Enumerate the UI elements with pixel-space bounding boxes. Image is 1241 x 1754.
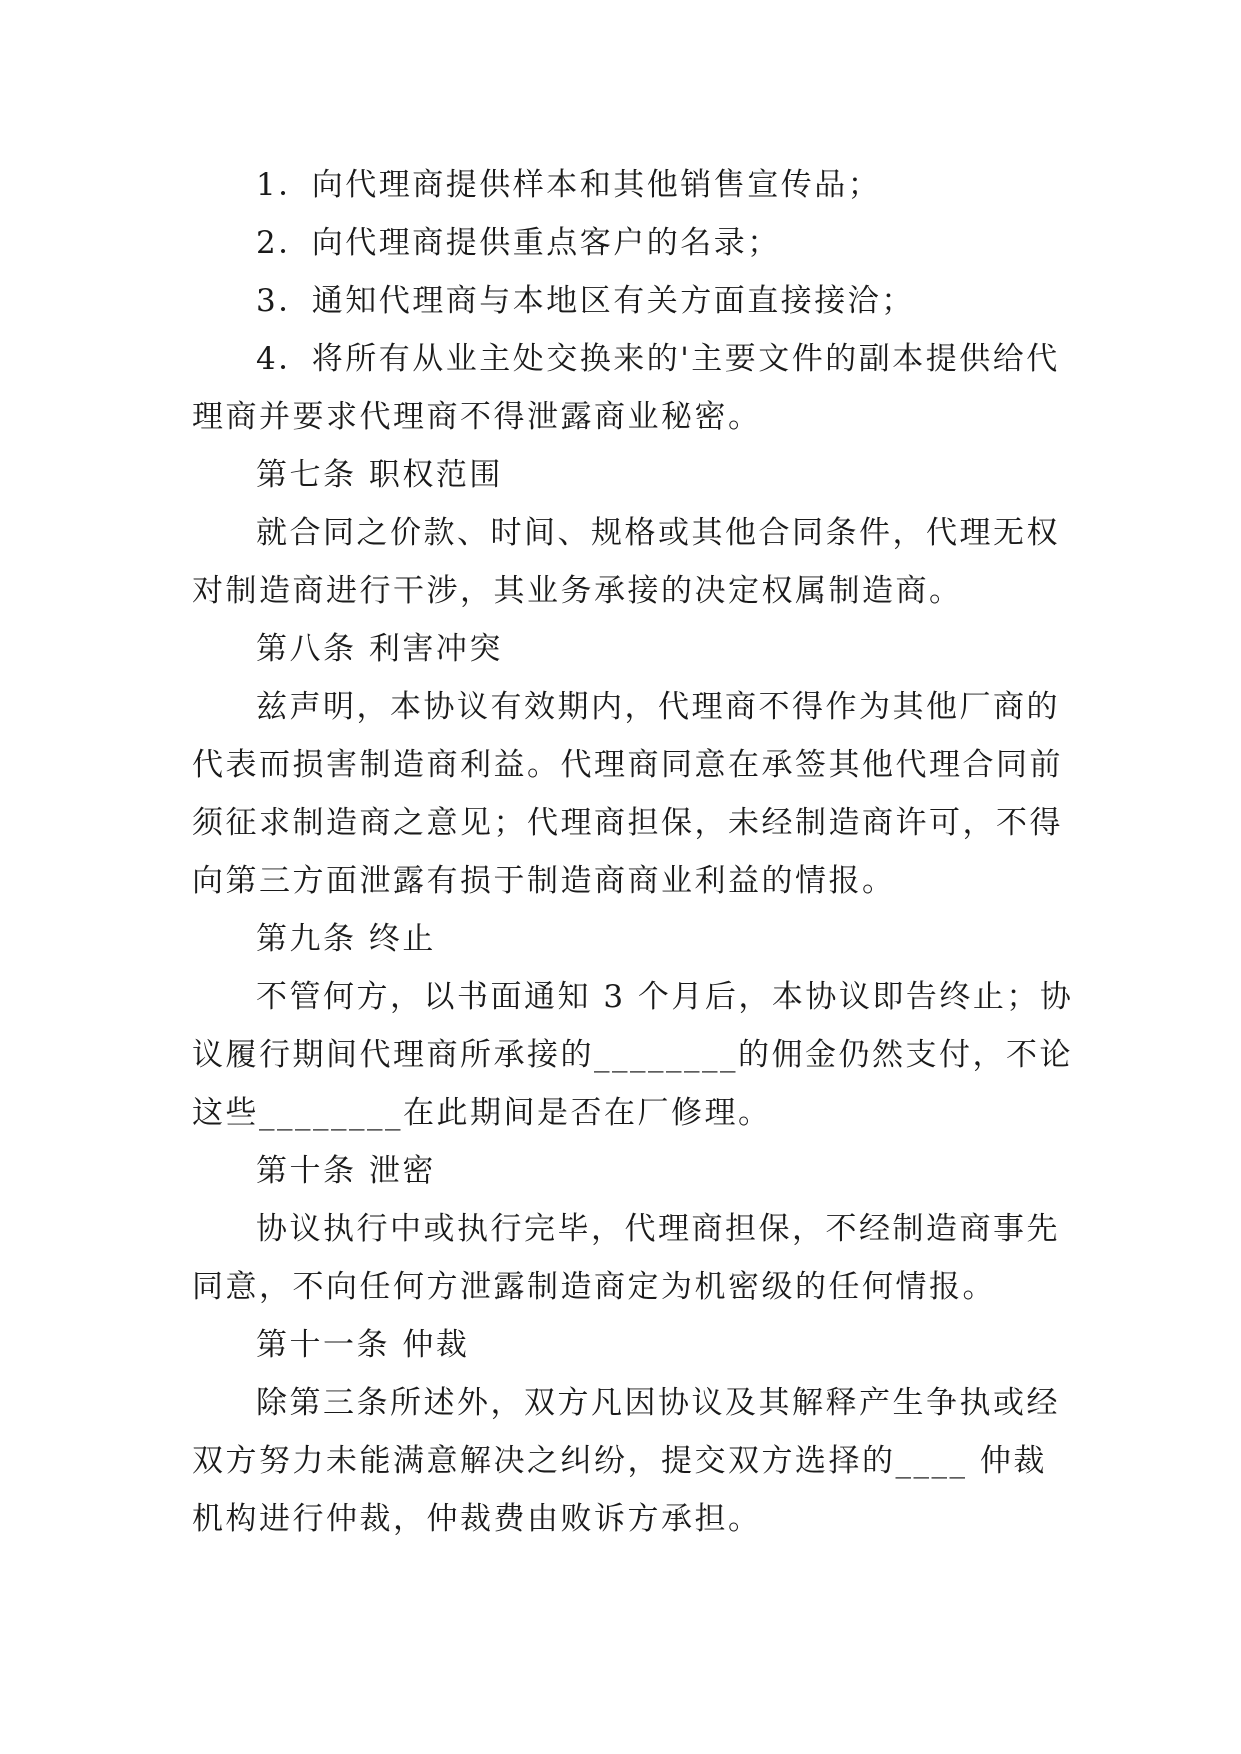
section-heading: 第十一条 仲裁 xyxy=(256,1327,470,1363)
paragraph-line: 就合同之价款、时间、规格或其他合同条件，代理无权 xyxy=(256,515,1060,551)
paragraph-line: 须征求制造商之意见；代理商担保，未经制造商许可，不得 xyxy=(192,805,1063,841)
paragraph-line: 这些________在此期间是否在厂修理。 xyxy=(192,1095,772,1131)
paragraph-line: 协议执行中或执行完毕，代理商担保，不经制造商事先 xyxy=(256,1211,1060,1247)
paragraph-line: 机构进行仲裁，仲裁费由败诉方承担。 xyxy=(192,1501,762,1537)
list-item: 4．将所有从业主处交换来的'主要文件的副本提供给代 xyxy=(256,341,1060,377)
paragraph-line: 同意，不向任何方泄露制造商定为机密级的任何情报。 xyxy=(192,1269,996,1305)
paragraph-line: 理商并要求代理商不得泄露商业秘密。 xyxy=(192,399,762,435)
paragraph-line: 不管何方，以书面通知 3 个月后，本协议即告终止；协 xyxy=(256,979,1074,1015)
section-heading: 第十条 泄密 xyxy=(256,1153,436,1189)
section-heading: 第七条 职权范围 xyxy=(256,457,503,493)
document-page xyxy=(192,156,1074,1548)
section-heading: 第九条 终止 xyxy=(256,921,436,957)
paragraph-line: 议履行期间代理商所承接的________的佣金仍然支付，不论 xyxy=(192,1037,1073,1073)
paragraph-line: 对制造商进行干涉，其业务承接的决定权属制造商。 xyxy=(192,573,963,609)
paragraph-line: 代表而损害制造商利益。代理商同意在承签其他代理合同前 xyxy=(192,747,1063,783)
list-item: 1．向代理商提供样本和其他销售宣传品； xyxy=(256,167,882,203)
list-item: 2．向代理商提供重点客户的名录； xyxy=(256,225,781,261)
paragraph-line: 向第三方面泄露有损于制造商商业利益的情报。 xyxy=(192,863,896,899)
paragraph-line: 兹声明，本协议有效期内，代理商不得作为其他厂商的 xyxy=(256,689,1060,725)
paragraph-line: 双方努力未能满意解决之纠纷，提交双方选择的____ 仲裁 xyxy=(192,1443,1047,1479)
section-heading: 第八条 利害冲突 xyxy=(256,631,503,667)
list-item: 3．通知代理商与本地区有关方面直接接洽； xyxy=(256,283,915,319)
paragraph-line: 除第三条所述外，双方凡因协议及其解释产生争执或经 xyxy=(256,1385,1060,1421)
